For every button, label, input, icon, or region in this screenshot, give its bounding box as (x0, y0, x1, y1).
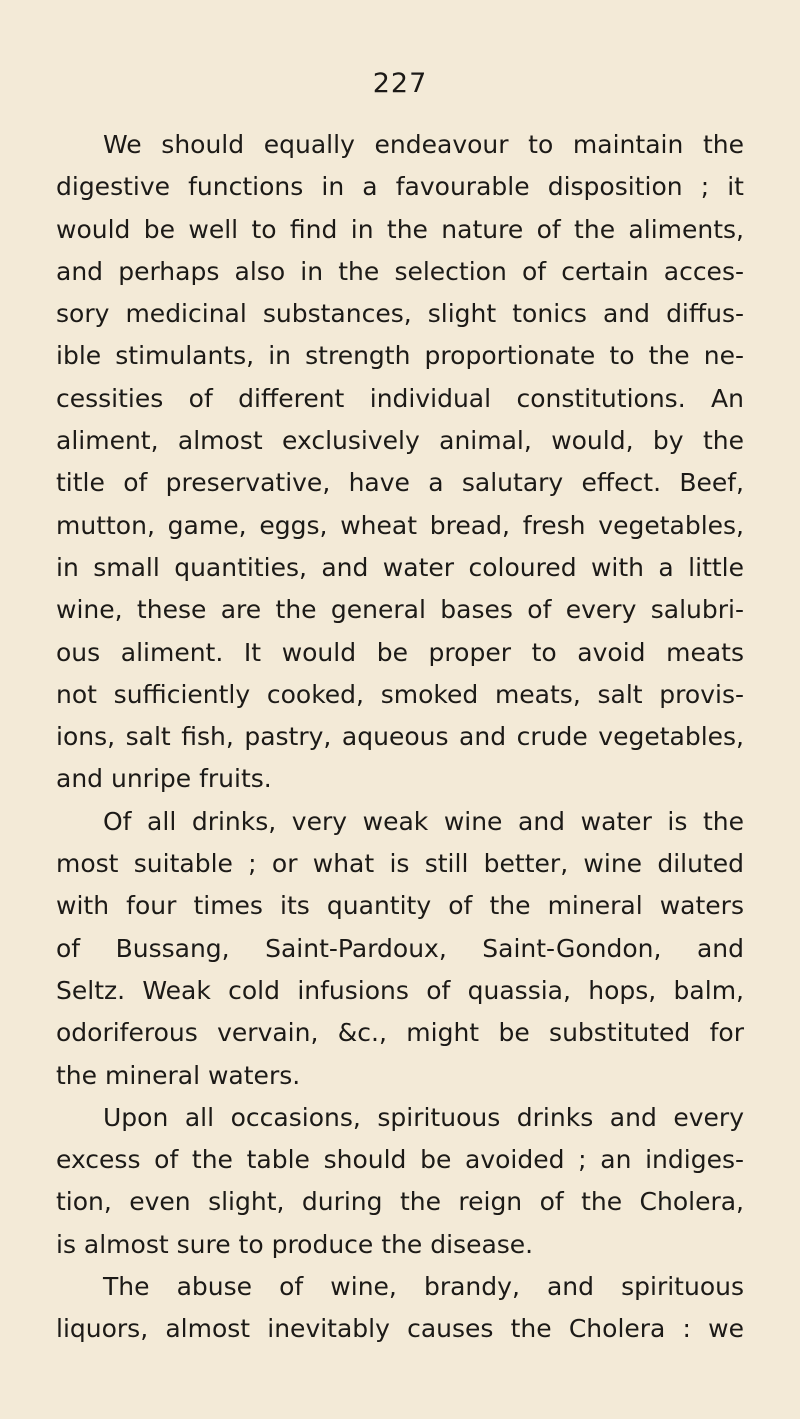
text-line: mutton, game, eggs, wheat bread, fresh vegetables, (56, 510, 744, 540)
text-line: of Bussang, Saint-Pardoux, Saint-Gondon, and (56, 933, 744, 963)
text-line: liquors, almost inevitably causes the Cholera : we (56, 1314, 744, 1344)
page-number: 227 (372, 68, 428, 99)
paragraph (56, 801, 744, 1097)
text-line: odoriferous vervain, &c., might be substituted for (56, 1018, 744, 1048)
text-line: in small quantities, and water coloured with a little (56, 552, 744, 582)
text-line: not sufficiently cooked, smoked meats, salt provis- (56, 679, 744, 709)
text-line: wine, these are the general bases of every salubri- (56, 595, 744, 625)
text-line: is almost sure to produce the disease. (56, 1229, 534, 1259)
text-line: The abuse of wine, brandy, and spirituous (103, 1272, 744, 1302)
text-line: excess of the table should be avoided ; an indiges- (56, 1145, 744, 1175)
text-line: Upon all occasions, spirituous drinks and every (103, 1102, 744, 1132)
text-line: aliment, almost exclusively animal, would, by the (56, 426, 744, 456)
text-line: most suitable ; or what is still better, wine diluted (56, 849, 744, 879)
body-text (56, 124, 744, 1351)
text-line: ous aliment. It would be proper to avoid meats (56, 637, 744, 667)
text-line: sory medicinal substances, slight tonics and diffus- (56, 299, 744, 329)
paragraph (56, 124, 744, 801)
text-line: ible stimulants, in strength proportionate to the ne- (56, 341, 744, 371)
text-line: the mineral waters. (56, 1060, 301, 1090)
paragraph (56, 1097, 744, 1266)
paragraph (56, 1266, 744, 1351)
text-line: ions, salt fish, pastry, aqueous and crude vegetables, (56, 722, 744, 752)
text-line: Of all drinks, very weak wine and water is the (103, 806, 744, 836)
text-line: and perhaps also in the selection of certain acces- (56, 256, 744, 286)
text-line: Seltz. Weak cold infusions of quassia, hops, balm, (56, 975, 744, 1005)
text-line: title of preservative, have a salutary effect. Beef, (56, 468, 744, 498)
text-line: We should equally endeavour to maintain the (103, 130, 744, 159)
text-line: with four times its quantity of the mineral waters (56, 891, 744, 921)
text-line: would be well to find in the nature of the aliments, (56, 214, 744, 244)
text-line: cessities of different individual constitutions. An (56, 383, 744, 413)
text-line: digestive functions in a favourable disposition ; it (56, 172, 744, 202)
text-line: and unripe fruits. (56, 764, 272, 794)
text-line: tion, even slight, during the reign of the Cholera, (56, 1187, 744, 1217)
